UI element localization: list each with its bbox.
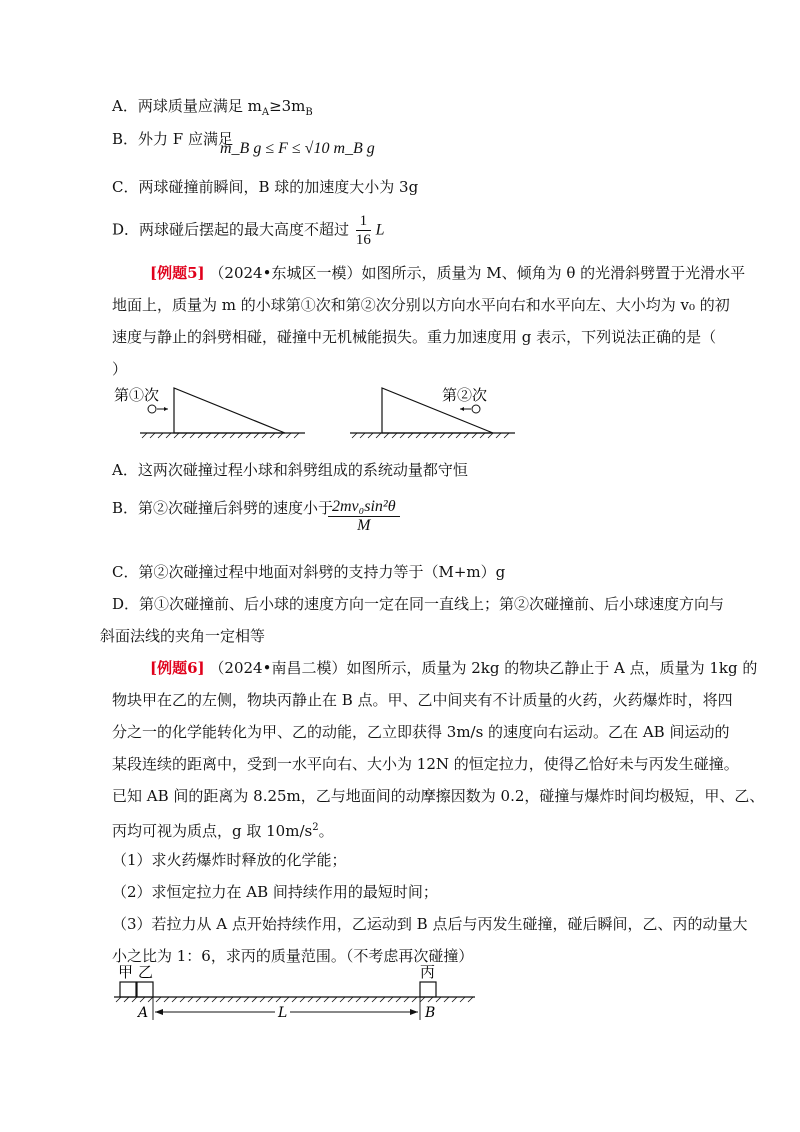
wedge-left (174, 388, 285, 433)
option-a (112, 95, 313, 124)
example6-line3: 分之一的化学能转化为甲、乙的动能，乙立即获得 3m/s 的速度向右运动。乙在 AB 间运动的 (112, 723, 730, 741)
example5-line4: ） (112, 360, 128, 378)
example6-q2: （2）求恒定拉力在 AB 间持续作用的最短时间； (112, 883, 438, 901)
option-b-formula: m_B g ≤ F ≤ √10 m_B g (220, 140, 375, 157)
label-bing: 丙 (420, 963, 436, 981)
example6-line2: 物块甲在乙的左侧，物块丙静止在 B 点。甲、乙中间夹有不计质量的火药，火药爆炸时，将四 (112, 691, 733, 709)
label-yi: 乙 (138, 963, 154, 981)
example5-line3: 速度与静止的斜劈相碰，碰撞中无机械能损失。重力加速度用 g 表示，下列说法正确的是（ (112, 328, 717, 346)
option-d-suffix: L (375, 221, 385, 239)
ground-right (350, 433, 515, 438)
example5-option-b-prefix: B．第②次碰撞后斜劈的速度小于 (112, 499, 334, 517)
example5-option-d-line2: 斜面法线的夹角一定相等 (100, 627, 266, 645)
example6-q1: （1）求火药爆炸时释放的化学能； (112, 851, 347, 869)
example5-option-b (112, 497, 333, 519)
option-b-prefix: B．外力 F 应满足 (112, 130, 233, 148)
option-d (112, 212, 385, 249)
example6-text1: （2024•南昌二模）如图所示，质量为 2kg 的物块乙静止于 A 点，质量为 1kg 的 (209, 659, 758, 677)
example6-line6-prefix: 丙均可视为质点，g 取 10m/s (112, 822, 313, 840)
label-jia: 甲 (118, 963, 134, 981)
option-b (112, 128, 233, 150)
option-a-sub2: B (305, 107, 313, 118)
arrowhead-right (164, 407, 168, 411)
example5-figure (110, 378, 530, 448)
option-a-text: A．两球质量应满足 m (112, 97, 262, 115)
example5-option-a: A．这两次碰撞过程小球和斜劈组成的系统动量都守恒 (112, 461, 468, 479)
example6-line6-suffix: 。 (318, 822, 334, 840)
example6-q3-line2: 小之比为 1：6，求丙的质量范围。（不考虑再次碰撞） (112, 947, 474, 965)
example5-option-b-den: M (357, 517, 371, 534)
option-d-fraction (356, 212, 371, 249)
ball-left (148, 405, 156, 413)
example5-option-d-line1: D．第①次碰撞前、后小球的速度方向一定在同一直线上；第②次碰撞前、后小球速度方向与 (112, 595, 725, 613)
example6-figure (110, 962, 490, 1032)
option-d-prefix: D．两球碰后摆起的最大高度不超过 (112, 220, 350, 239)
option-d-frac-den: 16 (355, 232, 371, 248)
label-a: A (138, 1005, 149, 1021)
label-l: L (278, 1005, 288, 1021)
option-a-mid: ≥3m (269, 97, 306, 115)
track (114, 997, 475, 1002)
ball-right (472, 405, 480, 413)
example5-option-c: C．第②次碰撞过程中地面对斜劈的支持力等于（M+m）g (112, 563, 506, 581)
example5-label: [例题5] (150, 264, 205, 282)
ground-left (140, 433, 305, 438)
block-bing (420, 982, 436, 997)
example6-line6-sup: 2 (312, 822, 319, 833)
example6-line1 (150, 657, 757, 679)
dimension-arrow-left (155, 1009, 163, 1015)
example5-line1 (150, 262, 745, 284)
block-yi (137, 982, 153, 997)
label-b: B (425, 1005, 436, 1021)
example6-line6 (112, 817, 334, 842)
block-jia (120, 982, 136, 997)
example5-line2: 地面上，质量为 m 的小球第①次和第②次分别以方向水平向右和水平向左、大小均为 v₀ 的初 (112, 296, 730, 314)
example6-line5: 已知 AB 间的距离为 8.25m，乙与地面间的动摩擦因数为 0.2，碰撞与爆炸时间均极短，甲、乙、 (112, 787, 765, 805)
example6-q3-line1: （3）若拉力从 A 点开始持续作用，乙运动到 B 点后与丙发生碰撞，碰后瞬间，乙、丙的动量大 (112, 915, 748, 933)
example5-option-b-num: 2mv₀sin²θ (328, 498, 400, 517)
figure-label-1: 第①次 (114, 386, 160, 404)
example6-label: [例题6] (150, 659, 205, 677)
figure-label-2: 第②次 (442, 386, 488, 404)
option-c: C．两球碰撞前瞬间，B 球的加速度大小为 3g (112, 178, 419, 196)
arrowhead-left (460, 407, 464, 411)
example5-option-b-fraction (328, 498, 400, 535)
option-d-frac-num: 1 (356, 212, 371, 231)
dimension-arrow-right (410, 1009, 418, 1015)
example6-line4: 某段连续的距离中，受到一水平向右、大小为 12N 的恒定拉力，使得乙恰好未与丙发生碰撞。 (112, 755, 739, 773)
example5-text1: （2024•东城区一模）如图所示，质量为 M、倾角为 θ 的光滑斜劈置于光滑水平 (209, 264, 746, 282)
option-a-sub1: A (261, 107, 270, 118)
